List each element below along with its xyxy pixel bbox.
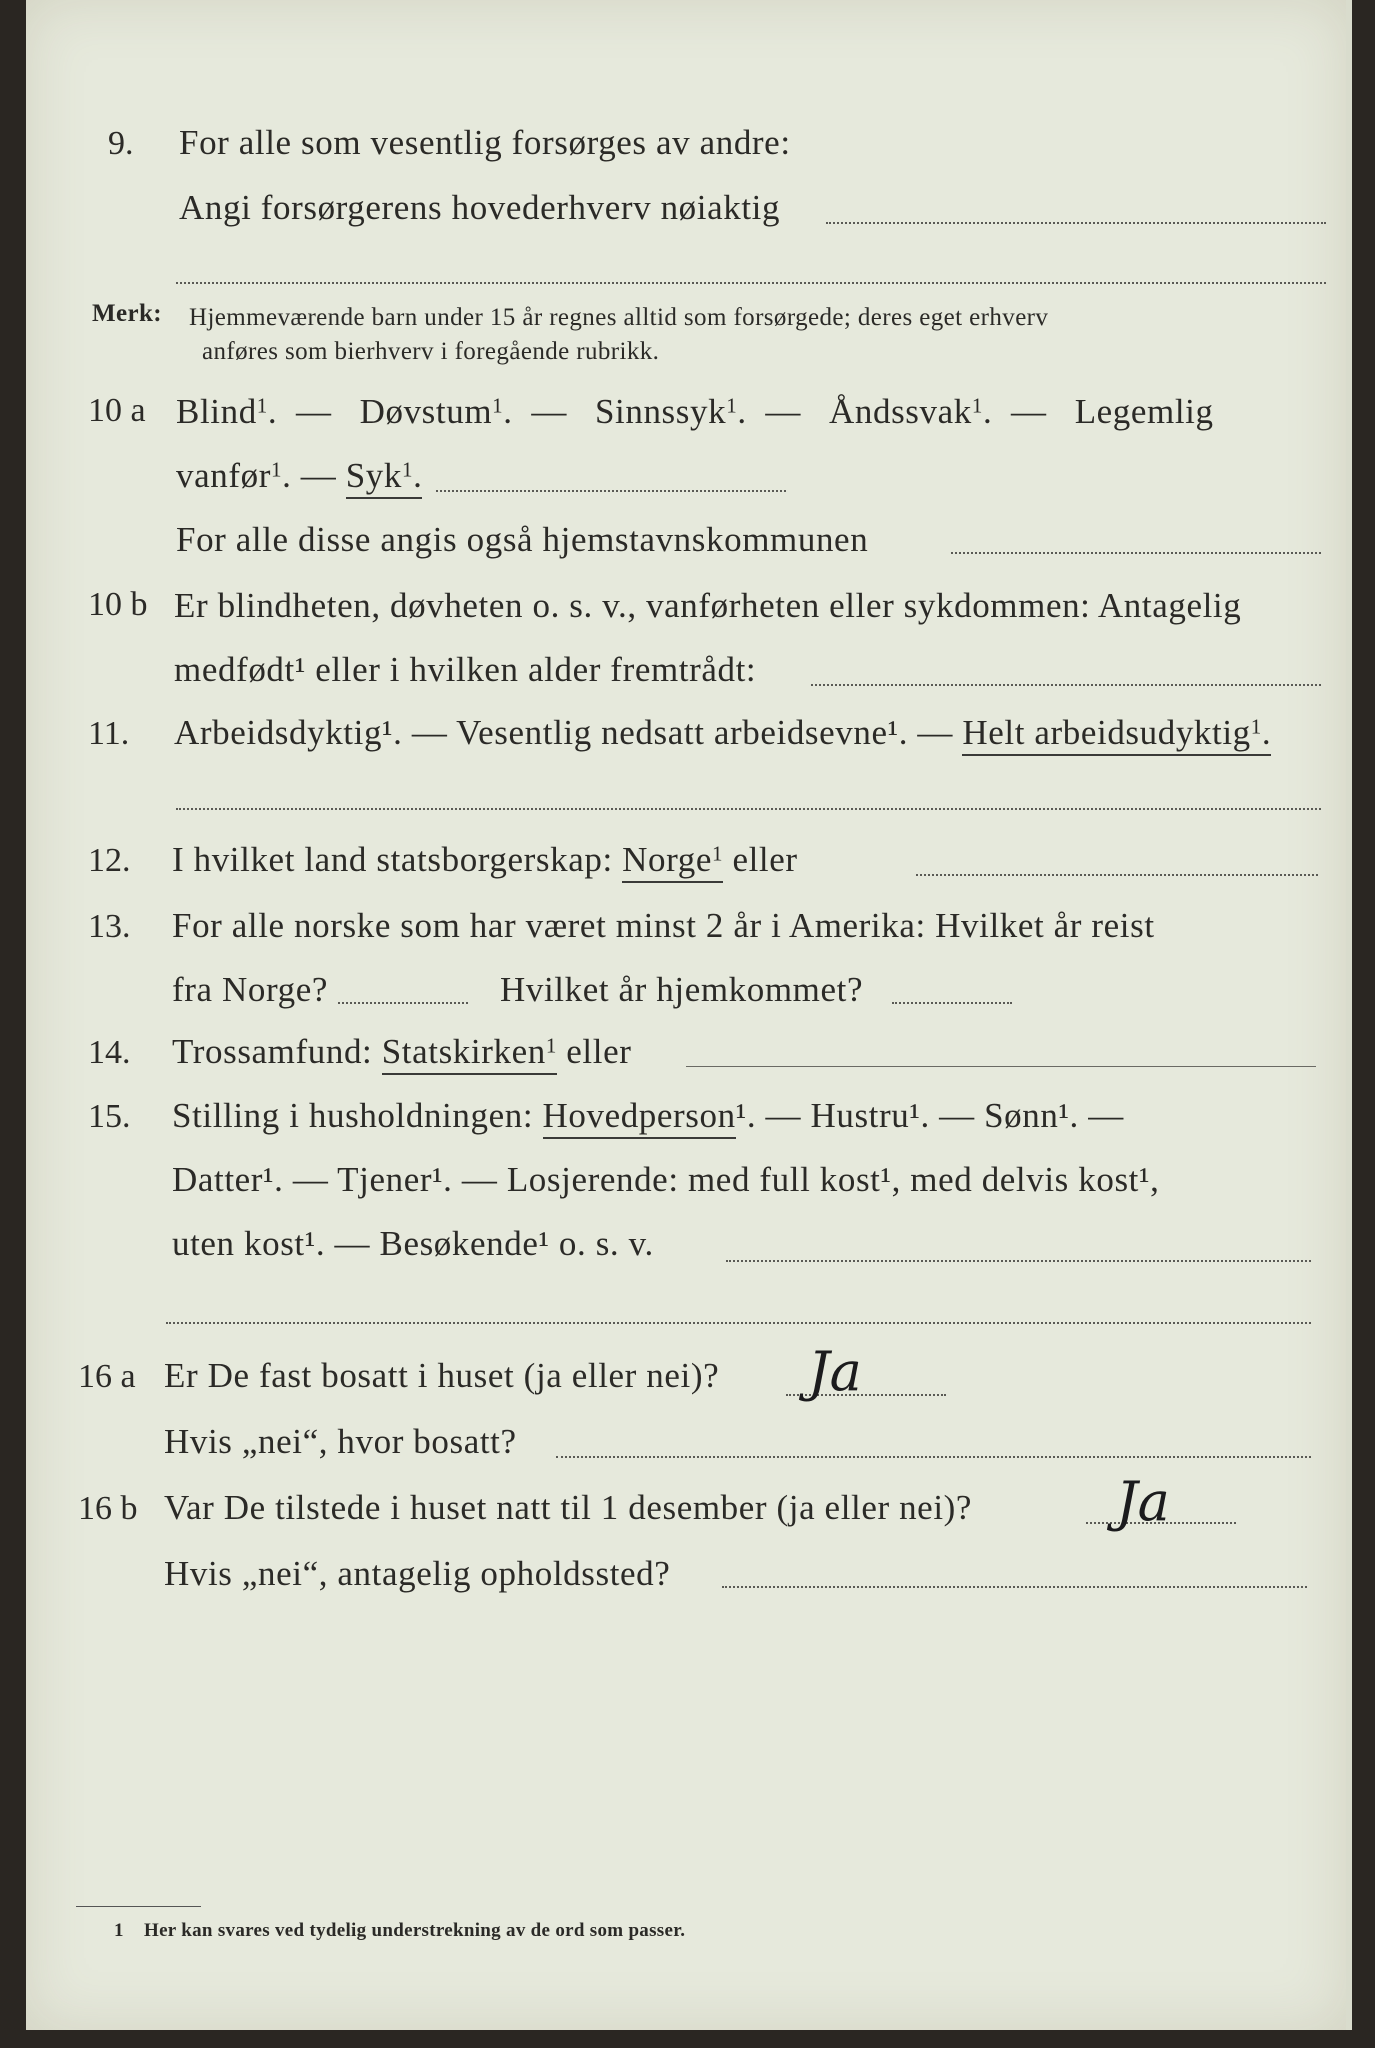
q12-question: I hvilket land statsborgerskap: Norge$^1$ eller [172, 840, 798, 880]
option-dovstum[interactable]: Døvstum [359, 392, 493, 431]
q10b-question-line2: medfødt¹ eller i hvilken alder fremtrådt: [174, 650, 757, 689]
q10b-answer-line[interactable] [811, 684, 1321, 686]
q16a-residence-line[interactable] [556, 1456, 1311, 1458]
q16b-whereabouts-line[interactable] [722, 1586, 1307, 1588]
q16a-question: Er De fast bosatt i huset (ja eller nei)? [164, 1356, 720, 1395]
option-vanfor[interactable]: vanfør [176, 456, 271, 495]
q16b-handwritten-answer: Ja [1116, 1470, 1170, 1533]
q10a-options-line2: vanfør$^1$. — Syk$^1$. [176, 456, 422, 496]
q10b-question-line1: Er blindheten, døvheten o. s. v., vanførheten eller sykdommen: Antagelig [174, 586, 1242, 625]
q14-question: Trossamfund: Statskirken$^1$ eller [172, 1032, 631, 1072]
q10a-home-municipality-line[interactable] [951, 552, 1321, 554]
q13-return-label: Hvilket år hjemkommet? [500, 970, 864, 1009]
q15-extra-answer-line[interactable] [166, 1322, 1311, 1324]
footnote-rule [76, 1906, 201, 1907]
q14-number: 14. [88, 1034, 131, 1071]
q13-question-line1: For alle norske som har været minst 2 år i Amerika: Hvilket år reist [172, 906, 1155, 945]
q9-provider-label: Angi forsørgerens hovederhverv nøiaktig [179, 188, 781, 227]
q16a-residence-label: Hvis „nei“, hvor bosatt? [164, 1422, 517, 1461]
q9-number: 9. [108, 125, 134, 162]
q10b-number: 10 b [88, 586, 148, 623]
q12-number: 12. [88, 842, 131, 879]
option-andssvak[interactable]: Åndssvak [829, 392, 972, 431]
q14-answer-line[interactable] [686, 1066, 1316, 1067]
q10a-number: 10 a [88, 392, 146, 429]
footnote-mark: 1 [114, 1920, 124, 1941]
q13-return-line[interactable] [892, 1002, 1012, 1004]
option-hovedperson-underlined[interactable]: Hovedperson [543, 1096, 736, 1139]
q11-answer-line[interactable] [176, 808, 1321, 810]
q16b-question: Var De tilstede i huset natt til 1 desember (ja eller nei)? [164, 1488, 973, 1527]
merk-label: Merk: [92, 300, 163, 327]
q15-answer-line[interactable] [726, 1260, 1311, 1262]
merk-note-line1: Hjemmeværende barn under 15 år regnes alltid som forsørgede; deres eget erhverv [189, 304, 1049, 331]
footnote-text: Her kan svares ved tydelig understrekning av de ord som passer. [144, 1920, 686, 1941]
q13-number: 13. [88, 908, 131, 945]
q15-options-line2: Datter¹. — Tjener¹. — Losjerende: med full kost¹, med delvis kost¹, [172, 1160, 1160, 1199]
q9-provider-answer-line[interactable] [826, 222, 1326, 224]
option-statskirken-underlined[interactable]: Statskirken$^1$ [382, 1032, 557, 1075]
q13-departure-line[interactable] [338, 1002, 468, 1004]
q10a-answer-line[interactable] [436, 490, 786, 492]
q15-number: 15. [88, 1098, 131, 1135]
q15-options-line3: uten kost¹. — Besøkende¹ o. s. v. [172, 1224, 654, 1263]
option-syk-underlined[interactable]: Syk$^1$. [346, 456, 423, 499]
option-norge-underlined[interactable]: Norge$^1$ [622, 840, 723, 883]
option-blind[interactable]: Blind [176, 392, 257, 431]
q9-question: For alle som vesentlig forsørges av andre: [179, 123, 791, 162]
q16a-number: 16 a [78, 1358, 136, 1395]
option-legemlig[interactable]: Legemlig [1074, 392, 1214, 431]
q15-options-line1: Stilling i husholdningen: Hovedperson¹. — Hustru¹. — Sønn¹. — [172, 1096, 1124, 1136]
q10a-options-line1: Blind$^1$. — Døvstum$^1$. — Sinnssyk$^1$. — Åndssvak$^1$. — Legemlig [176, 392, 1214, 431]
merk-note-line2: anføres som bierhverv i foregående rubrikk. [202, 338, 660, 365]
q11-options: Arbeidsdyktig¹. — Vesentlig nedsatt arbeidsevne¹. — Helt arbeidsudyktig$^1$. [174, 713, 1271, 753]
q11-number: 11. [88, 715, 130, 752]
option-sinnssyk[interactable]: Sinnssyk [594, 392, 727, 431]
q16b-whereabouts-label: Hvis „nei“, antagelig opholdssted? [164, 1554, 671, 1593]
q16b-number: 16 b [78, 1490, 138, 1527]
census-form-page [26, 0, 1352, 2030]
q9-extra-answer-line[interactable] [176, 282, 1326, 284]
q12-answer-line[interactable] [916, 874, 1318, 876]
q13-departure-label: fra Norge? [172, 970, 328, 1009]
option-helt-arbeidsudyktig-underlined[interactable]: Helt arbeidsudyktig$^1$. [962, 713, 1271, 756]
q10a-home-municipality-label: For alle disse angis også hjemstavnskommunen [176, 520, 869, 559]
q16a-handwritten-answer: Ja [808, 1340, 862, 1403]
